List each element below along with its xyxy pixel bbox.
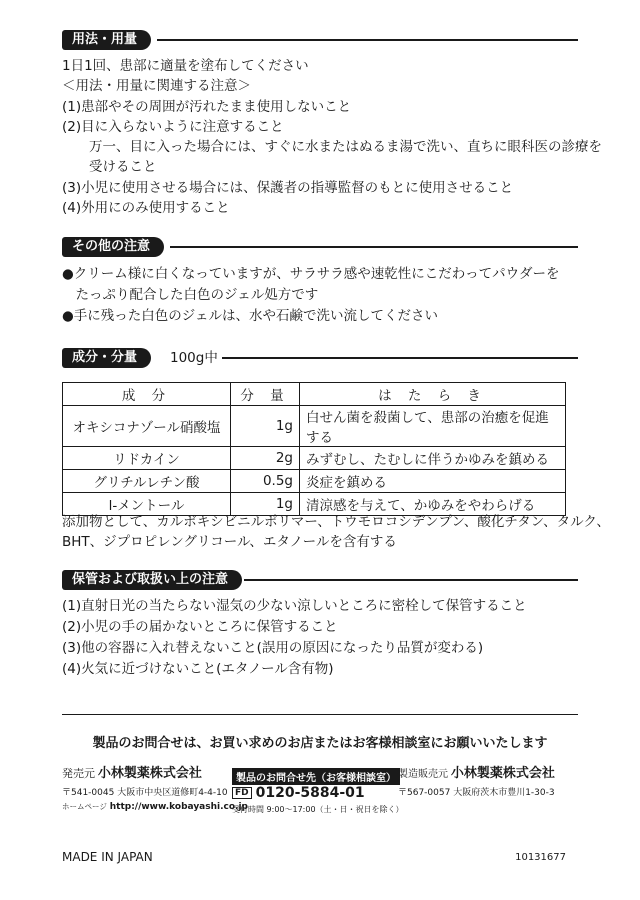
reception-hours: 受付時間 9:00〜17:00（土・日・祝日を除く）	[232, 805, 404, 814]
product-code: 10131677	[515, 852, 566, 863]
maker-address: 〒567-0057 大阪府茨木市豊川1-30-3	[398, 788, 555, 798]
freedial-icon: FD	[232, 787, 252, 799]
table-row	[63, 447, 566, 470]
storage-line: (4)火気に近づけないこと(エタノール含有物)	[62, 661, 334, 677]
ingredient-effect: 白せん菌を殺菌して、患部の治癒を促進する	[300, 406, 566, 447]
usage-line: ＜用法・用量に関連する注意＞	[62, 78, 251, 94]
ingredient-name: グリチルレチン酸	[63, 470, 231, 493]
storage-line: (2)小児の手の届かないところに保管すること	[62, 619, 338, 635]
maker-block	[398, 768, 555, 781]
other-line: たっぷり配合した白色のジェル処方です	[62, 287, 319, 303]
phone-block	[232, 785, 365, 801]
homepage-block	[62, 801, 248, 813]
usage-title: 用法・用量	[62, 30, 151, 50]
other-line: ●クリーム様に白くなっていますが、サラサラ感や速乾性にこだわってパウダーを	[62, 266, 560, 282]
other-title: その他の注意	[62, 237, 164, 257]
column-header: 成 分	[63, 383, 231, 406]
homepage-label: ホームページ	[62, 802, 107, 811]
additives-line: 添加物として、カルボキシビニルポリマー、トウモロコシデンプン、酸化チタン、タルク、	[62, 514, 610, 530]
divider	[62, 714, 578, 715]
column-header: は た ら き	[300, 383, 566, 406]
ingredient-name: オキシコナゾール硝酸塩	[63, 406, 231, 447]
ingredient-effect: 清涼感を与えて、かゆみをやわらげる	[300, 493, 566, 516]
contact-notice: 製品のお問合せは、お買い求めのお店またはお客様相談室にお願いいたします	[92, 736, 548, 751]
storage-line: (3)他の容器に入れ替えないこと(誤用の原因になったり品質が変わる)	[62, 640, 484, 656]
storage-title: 保管および取扱い上の注意	[62, 570, 242, 590]
table-row	[63, 406, 566, 447]
usage-section-header	[62, 30, 578, 50]
ingredient-effect: みずむし、たむしに伴うかゆみを鎮める	[300, 447, 566, 470]
section-rule	[222, 357, 578, 359]
storage-line: (1)直射日光の当たらない湿気の少ない涼しいところに密栓して保管すること	[62, 598, 527, 614]
ingredient-amount: 0.5g	[231, 470, 300, 493]
storage-section-header	[62, 570, 578, 590]
ingredient-amount: 1g	[231, 493, 300, 516]
other-section-header	[62, 237, 578, 257]
homepage-url[interactable]: http://www.kobayashi.co.jp	[109, 802, 248, 812]
section-rule	[244, 579, 578, 581]
seller-block	[62, 768, 202, 781]
usage-line: (3)小児に使用させる場合には、保護者の指導監督のもとに使用させること	[62, 180, 514, 196]
ingredients-section-header	[62, 348, 578, 368]
section-rule	[157, 39, 578, 41]
section-rule	[170, 246, 578, 248]
additives-line: BHT、ジプロピレングリコール、エタノールを含有する	[62, 534, 397, 550]
ingredients-table	[62, 382, 566, 516]
made-in-label: MADE IN JAPAN	[62, 850, 153, 864]
seller-label: 発売元	[62, 767, 95, 780]
ingredients-title: 成分・分量	[62, 348, 151, 368]
usage-line: 受けること	[62, 159, 157, 175]
usage-line: 1日1回、患部に適量を塗布してください	[62, 58, 309, 74]
column-header: 分 量	[231, 383, 300, 406]
ingredient-amount: 2g	[231, 447, 300, 470]
maker-label: 製造販売元	[398, 769, 448, 780]
usage-line: (2)目に入らないように注意すること	[62, 119, 284, 135]
ingredients-amount: 100g中	[170, 350, 218, 366]
ingredient-name: リドカイン	[63, 447, 231, 470]
usage-line: 万一、目に入った場合には、すぐに水またはぬるま湯で洗い、直ちに眼科医の診療を	[62, 139, 602, 155]
ingredient-amount: 1g	[231, 406, 300, 447]
seller-address: 〒541-0045 大阪市中央区道修町4-4-10	[62, 788, 228, 798]
usage-line: (1)患部やその周囲が汚れたまま使用しないこと	[62, 99, 352, 115]
ingredient-name: l-メントール	[63, 493, 231, 516]
phone-number[interactable]: 0120-5884-01	[255, 785, 365, 801]
other-line: ●手に残った白色のジェルは、水や石鹸で洗い流してください	[62, 308, 439, 324]
ingredient-effect: 炎症を鎮める	[300, 470, 566, 493]
usage-line: (4)外用にのみ使用すること	[62, 200, 230, 216]
seller-name: 小林製薬株式会社	[97, 766, 202, 781]
table-header-row	[63, 383, 566, 406]
inquiry-label: 製品のお問合せ先（お客様相談室）	[232, 768, 400, 785]
table-row	[63, 470, 566, 493]
maker-name: 小林製薬株式会社	[450, 766, 555, 781]
